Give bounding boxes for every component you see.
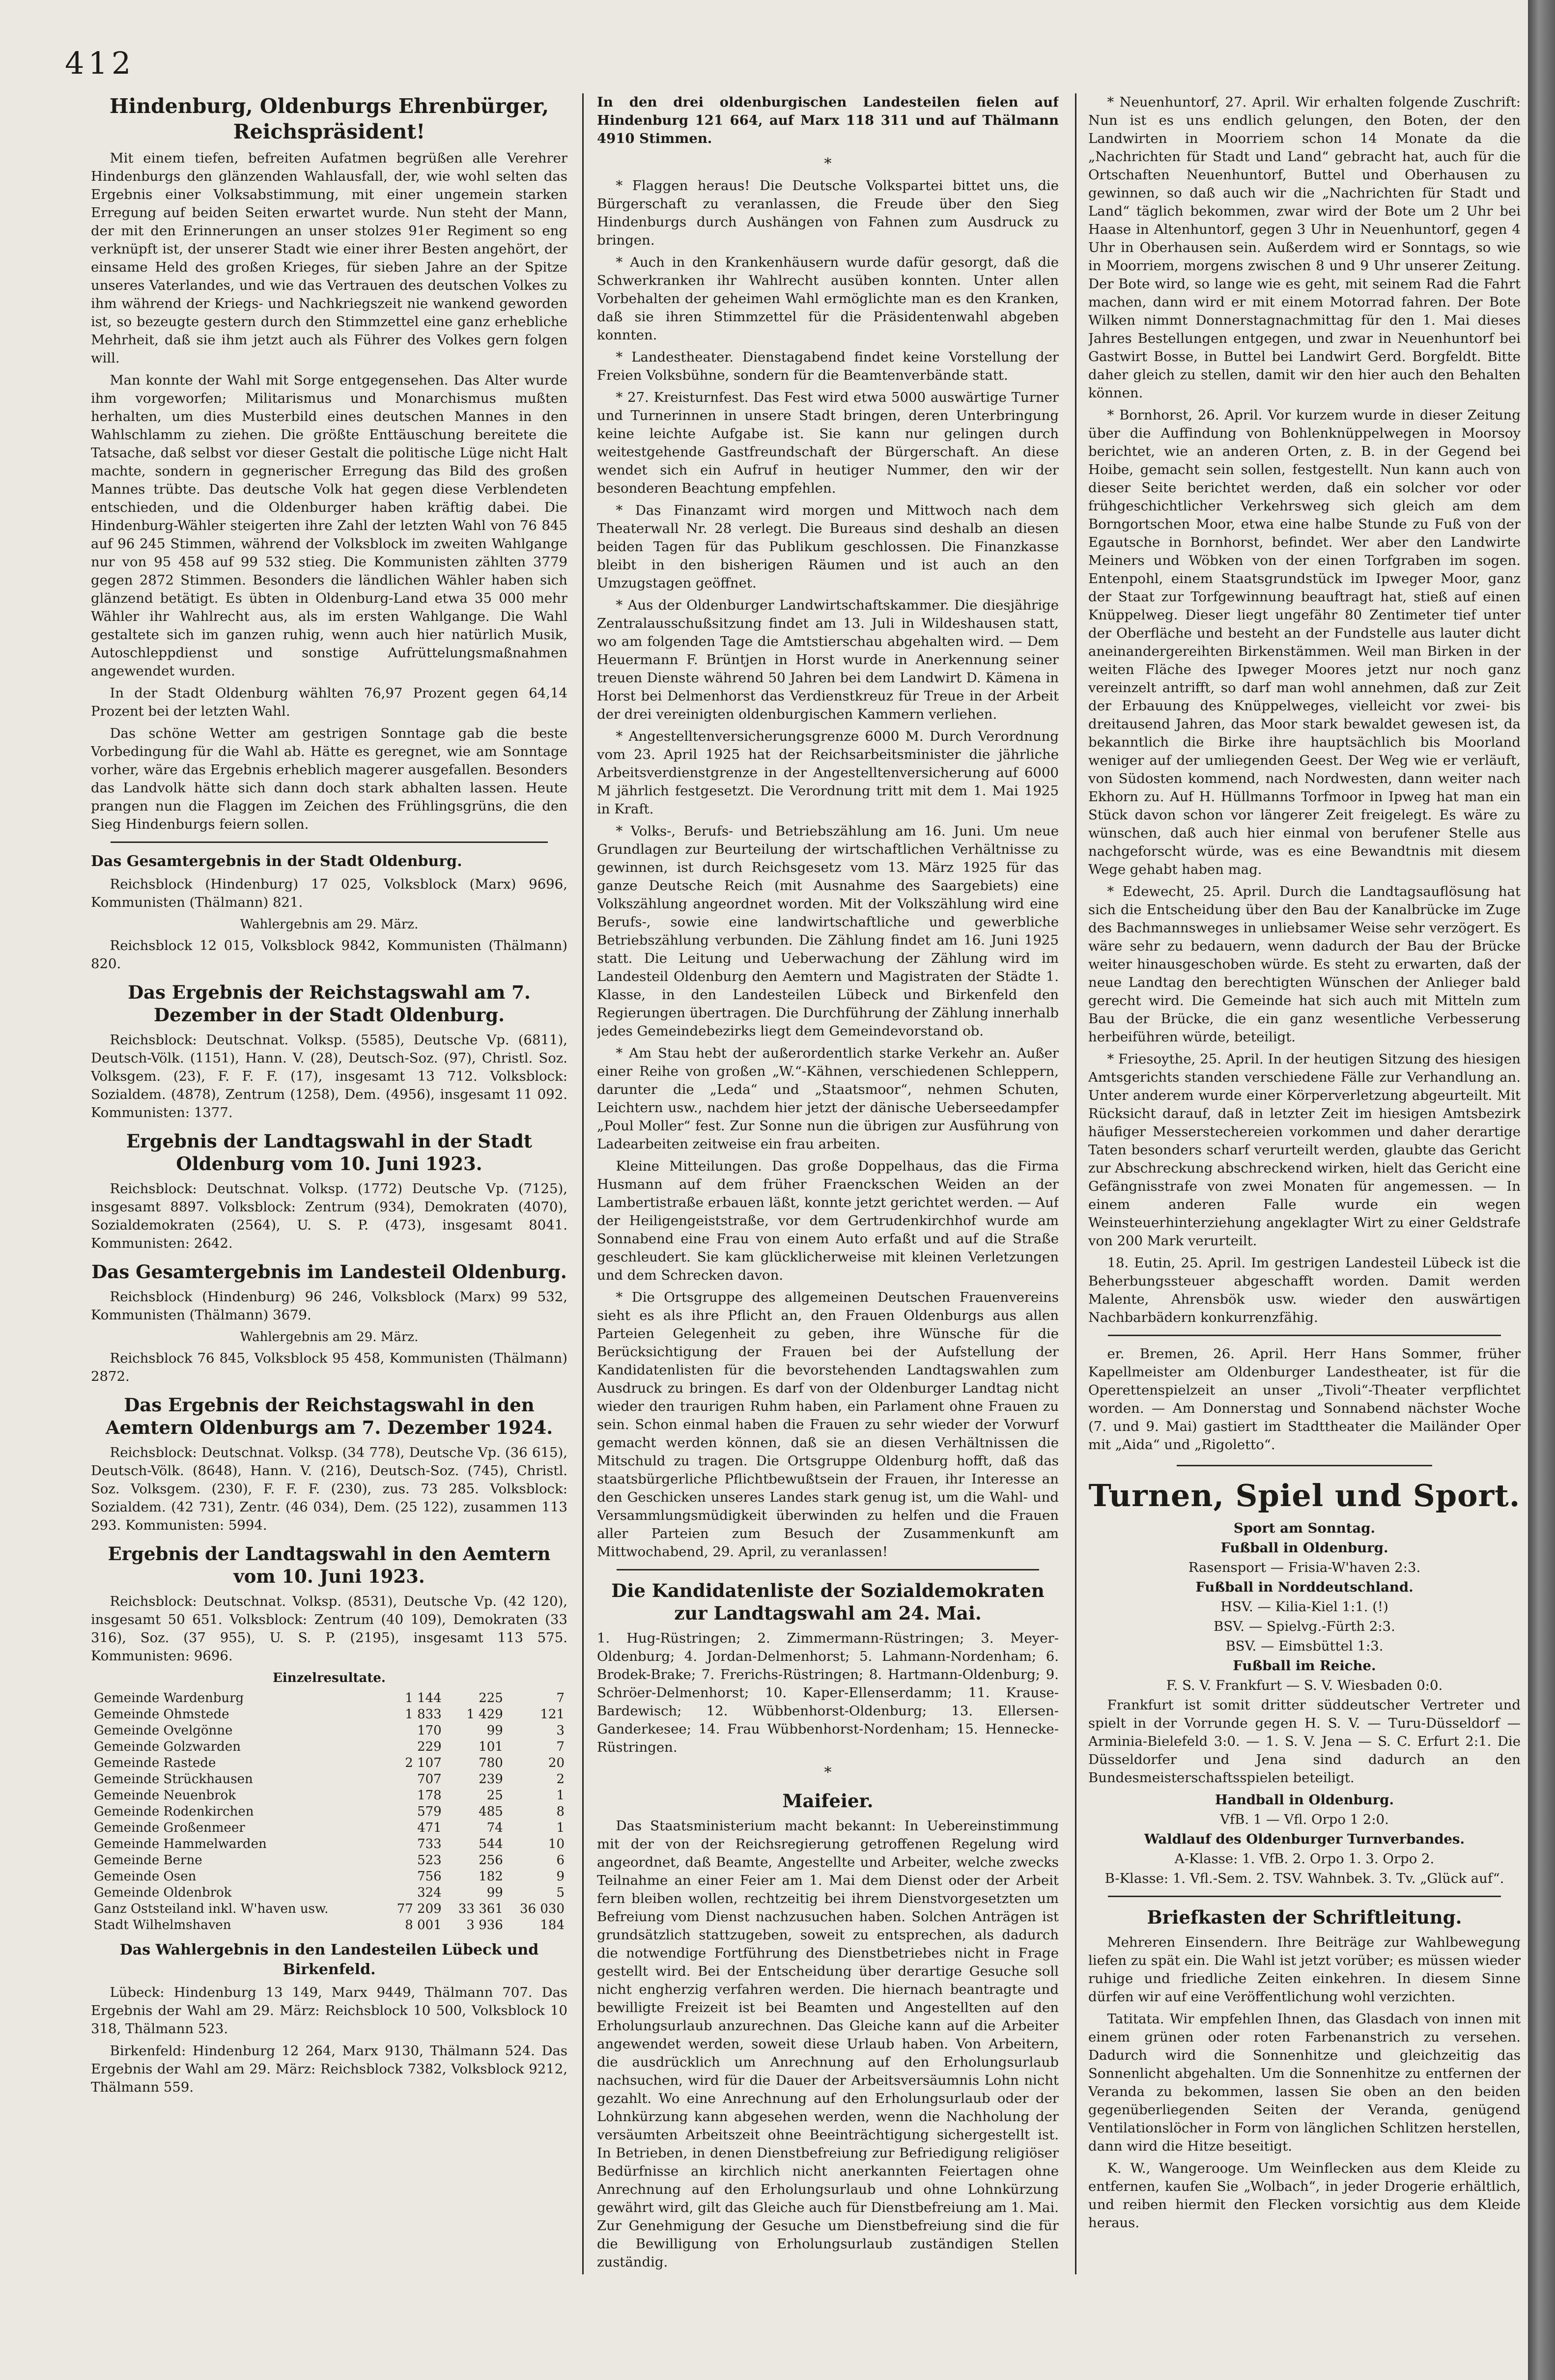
sport-subheading: Sport am Sonntag. [1233, 1520, 1376, 1536]
table-cell-value: 121 [540, 1707, 565, 1722]
article-paragraph: Das schöne Wetter am gestrigen Sonntage gab die beste Vorbedingung für die Wahl ab. Hätte es geregnet, wie am Sonntage vorher, wäre das Ergebnis erheblich magerer ausgefallen. Besonders das Landvolk hätte sich dann doch stark abhalten lassen. Heute prangen nun die Flaggen im Zeichen des Frühlingsgrüns, die den Sieg Hindenburgs feiern sollen. [91, 726, 567, 832]
table-row [91, 1820, 567, 1836]
handball-heading: Handball in Oldenburg. [1215, 1792, 1394, 1808]
sport-section [1088, 1519, 1521, 1695]
sport-text: Frankfurt ist somit dritter süddeutscher Vertreter und spielt in der Vorrunde gegen H. S. V. — Turu-Düsseldorf — Arminia-Bielefeld 3:0. — 1. S. V. Jena — S. C. Erfurt 2:1. Die Düsseldorfer und Jena sind dadurch an den Bundesmeisterschaftsspielen beteiligt. [1088, 1697, 1521, 1786]
table-cell-value: 10 [548, 1837, 565, 1851]
sport-line: BSV. — Eimsbüttel 1:3. [1225, 1638, 1384, 1654]
table-row [91, 1771, 567, 1788]
result-text: Lübeck: Hindenburg 13 149, Marx 9449, Thälmann 707. Das Ergebnis der Wahl am 29. März: Reichsblock 10 500, Volksblock 10 318, Thälmann 523. [91, 1985, 567, 2037]
table-row [91, 1755, 567, 1771]
table-cell-name: Gemeinde Hammelwarden [94, 1837, 267, 1851]
table-cell-value: 99 [486, 1885, 503, 1900]
table-cell-value: 74 [486, 1820, 503, 1835]
news-item: * 27. Kreisturnfest. Das Fest wird etwa 5000 auswärtige Turner und Turnerinnen in unsere Stadt bringen, deren Unterbringung keine leichte Aufgabe ist. Sie kann nur gelingen durch weitestgehende Gastfreundschaft der Bürgerschaft. An diese wendet sich ein Aufruf in heutiger Nummer, den wir der besonderen Beachtung empfehlen. [597, 390, 1059, 496]
subheading: Wahlergebnis am 29. März. [240, 1330, 419, 1344]
table-cell-value: 544 [479, 1837, 503, 1851]
result-text: Reichsblock: Deutschnat. Volksp. (8531), Deutsche Vp. (42 120), insgesamt 50 651. Volksblock: Zentrum (40 109), Demokraten (33 316), Soz. (37 955), U. S. P. (2195), insgesamt 113 575. Kommunisten: 9696. [91, 1594, 567, 1664]
news-item: 18. Eutin, 25. April. Im gestrigen Landesteil Lübeck ist die Beherbungssteuer abgeschafft worden. Damit werden Malente, Ahrensbök usw. wieder den auswärtigen Nachbarbädern konkurrenzfähig. [1088, 1255, 1521, 1325]
asterisk-separator: * [824, 155, 832, 172]
table-row [91, 1723, 567, 1739]
news-item: Kleine Mitteilungen. Das große Doppelhaus, das die Firma Husmann auf dem früher Fraenckschen Weiden an der Lambertistraße erbauen läßt, konnte jetzt gerichtet werden. — Auf der Heiligengeiststraße, vor dem Gertrudenkirchhof wurde am Sonnabend eine Frau von einem Auto erfaßt und auf die Straße geschleudert. Sie kam glücklicherweise mit kleinen Verletzungen und dem Schrecken davon. [597, 1158, 1059, 1283]
sport-results [1088, 1539, 1521, 1695]
subheading-einzel: Einzelresultate. [273, 1671, 386, 1685]
table-cell-value: 225 [479, 1691, 503, 1706]
table-cell-value: 229 [417, 1739, 442, 1754]
table-row [91, 1917, 567, 1933]
table-cell-value: 733 [417, 1837, 442, 1851]
news-item: er. Bremen, 26. April. Herr Hans Sommer, früher Kapellmeister am Oldenburger Landestheater, ist für die Operettenspielzeit an unser „Tivoli“-Theater verpflichtet worden. — Am Donnerstag und Sonnabend nächster Woche (7. und 9. Mai) gastiert im Stadttheater die Mailänder Oper mit „Aida“ und „Rigoletto“. [1088, 1346, 1521, 1453]
table-cell-name: Gemeinde Neuenbrok [94, 1788, 236, 1803]
table-cell-value: 471 [417, 1820, 442, 1835]
divider [617, 1569, 1039, 1570]
sport-line: Fußball im Reiche. [1233, 1658, 1376, 1674]
article-paragraph: In den drei oldenburgischen Landesteilen fielen auf Hindenburg 121 664, auf Marx 118 311 und auf Thälmann 4910 Stimmen. [597, 94, 1059, 146]
waldlauf-heading: Waldlauf des Oldenburger Turnverbandes. [1144, 1831, 1465, 1847]
column-1 [91, 93, 567, 2319]
result-text: Reichsblock: Deutschnat. Volksp. (1772) Deutsche Vp. (7125), insgesamt 8897. Volksblock: Zentrum (934), Demokraten (4070), Sozialdemokraten (2564), U. S. P. (473), insgesamt 8041. Kommunisten: 2642. [91, 1181, 567, 1251]
table-row [91, 1690, 567, 1707]
heading-landtag: Ergebnis der Landtagswahl in der Stadt Oldenburg vom 10. Juni 1923. [126, 1130, 532, 1175]
heading-aemter: Das Ergebnis der Reichstagswahl in den Aemtern Oldenburgs am 7. Dezember 1924. [105, 1394, 553, 1438]
table-row [91, 1885, 567, 1901]
divider [1108, 1335, 1501, 1336]
column-2 [597, 93, 1059, 2284]
news-item: * Edewecht, 25. April. Durch die Landtagsauflösung hat sich die Entscheidung über den Bau der Kanalbrücke im Zuge des Bachmannsweges in unliebsamer Weise sehr verzögert. Es wäre sehr zu bedauern, wenn dadurch der Bau der Brücke weiter hinausgeschoben würde. Es steht zu erwarten, daß der neue Landtag den berechtigten Wünschen der Anlieger bald gerecht wird. Die Gemeinde hat sich auch mit Mitteln zum Bau der Brücke, die ein ganz wesentliche Verbesserung herbeiführen würde, beteiligt. [1088, 884, 1521, 1045]
table-cell-value: 1 [556, 1820, 565, 1835]
news-item: * Am Stau hebt der außerordentlich starke Verkehr an. Außer einer Reihe von großen „W.“-Kähnen, verschiedenen Schleppern, darunter die „Leda“ und „Staatsmoor“, nehmen Schuten, Leichtern usw., nachdem hier jetzt der dänische Ueberseedampfer „Poul Moller“ fest. Zur Sonne nun die übrigen zur Ausführung von Ladearbeiten zeitweise ein frau arbeiten. [597, 1045, 1059, 1152]
news-item: * Neuenhuntorf, 27. April. Wir erhalten folgende Zuschrift: Nun ist es uns endlich gelungen, den Boten, der den Landwirten in Moorriem schon 14 Monate da die „Nachrichten für Stadt und Land“ gebracht hat, auch für die Ortschaften Neuenhuntorf, Buttel und Oberhausen zu gewinnen, so daß auch wir die „Nachrichten für Stadt und Land“ täglich bekommen, zwar wird der Bote um 2 Uhr bei Haase in Altenhuntorf, gegen 3 Uhr in Neuenhuntorf, gegen 4 Uhr in Oberhausen sein. Außerdem wird er Sonntags, so wie in Moorriem, morgens zwischen 8 und 9 Uhr unserer Zeitung. Der Bote wird, so lange wie es geht, mit seinem Rad die Fahrt machen, dann wird er mit einem Motorrad fahren. Der Bote Wilken nimmt Donnerstagnachmittag für den 1. Mai dieses Jahres Bestellungen entgegen, und zwar in Neuenhuntorf bei Gastwirt Bosse, in Buttel bei Landwirt Gerd. Borgfeldt. Bitte daher gleich zu stellen, damit wir den hier auch den Behalten können. [1088, 94, 1521, 401]
handball-section [1088, 1791, 1521, 1888]
table-cell-value: 178 [417, 1788, 442, 1803]
table-cell-value: 3 [556, 1723, 565, 1738]
subheading: Wahlergebnis am 29. März. [240, 917, 419, 932]
sport-line: Rasensport — Frisia-W'haven 2:3. [1188, 1560, 1421, 1575]
divider [1177, 1465, 1432, 1466]
table-cell-name: Gemeinde Ohmstede [94, 1707, 229, 1722]
heading-landtag-aemter: Ergebnis der Landtagswahl in den Aemtern vom 10. Juni 1923. [108, 1543, 551, 1587]
table-cell-value: 3 936 [466, 1918, 503, 1932]
table-cell-value: 9 [556, 1869, 565, 1884]
divider [111, 841, 548, 843]
table-cell-value: 5 [556, 1885, 565, 1900]
table-cell-value: 8 [556, 1804, 565, 1819]
heading-briefkasten: Briefkasten der Schriftleitung. [1147, 1906, 1462, 1928]
article-paragraph: In der Stadt Oldenburg wählten 76,97 Prozent gegen 64,14 Prozent bei der letzten Wahl. [91, 685, 567, 719]
news-item: * Friesoythe, 25. April. In der heutigen Sitzung des hiesigen Amtsgerichts standen verschiedene Fälle zur Verhandlung an. Unter anderem wurde einer Körperverletzung abgeurteilt. Mit Rücksicht darauf, daß in letzter Zeit im hiesigen Amtsbezirk häufiger Messerstechereien vorkommen und daher derartige Taten besonders scharf verurteilt werden, glaubte das Gericht zur Abschreckung abschreckend wirken, hielt das Gericht eine Gefängnisstrafe von zwei Monaten für angemessen. — In einem anderen Falle wurde ein wegen Weinsteuerhinterziehung angeklagter Wirt zu einer Geldstrafe von 200 Mark verurteilt. [1088, 1051, 1521, 1249]
sport-line: Fußball in Oldenburg. [1220, 1540, 1388, 1556]
table-cell-value: 99 [486, 1723, 503, 1738]
result-text: Reichsblock: Deutschnat. Volksp. (34 778), Deutsche Vp. (36 615), Deutsch-Völk. (8648), Hann. V. (216), Deutsch-Soz. (745), Christl. Soz. Volksgem. (230), F. F. F. (230), zus. 73 285. Volksblock: Sozialdem. (42 731), Zentr. (46 034), Dem. (25 122), zusammen 113 293. Kommunisten: 5994. [91, 1445, 567, 1533]
table-cell-value: 756 [417, 1869, 442, 1884]
table-cell-value: 256 [479, 1853, 503, 1868]
table-cell-value: 182 [479, 1869, 503, 1884]
table-cell-value: 579 [417, 1804, 442, 1819]
heading-landesteil: Das Gesamtergebnis im Landesteil Oldenburg. [91, 1261, 567, 1283]
results-table [91, 1690, 567, 1933]
handball-result: VfB. 1 — Vfl. Orpo 1 2:0. [1220, 1812, 1389, 1827]
table-cell-value: 77 209 [396, 1902, 442, 1916]
news-item: * Angestelltenversicherungsgrenze 6000 M. Durch Verordnung vom 23. April 1925 hat der Reichsarbeitsminister die jährliche Arbeitsverdienstgrenze in der Angestelltenversicherung auf 6000 M jährlich festgesetzt. Die Verordnung tritt mit dem 1. Mai 1925 in Kraft. [597, 728, 1059, 817]
table-cell-name: Gemeinde Strückhausen [94, 1772, 253, 1787]
table-cell-value: 25 [486, 1788, 503, 1803]
table-cell-value: 8 001 [405, 1918, 442, 1932]
letter-reply: Tatitata. Wir empfehlen Ihnen, das Glasdach von innen mit einem grünen oder roten Farbenanstrich zu versehen. Dadurch wird die Sonnenhitze und gleichzeitig das Sonnenlicht abgehalten. Um die Sonnenhitze zu entfernen der Veranda zu bekommen, lassen Sie oben an den beiden gegenüberliegenden Seiten der Veranda, genügend Ventilationslöcher in Form von länglichen Schlitzen herstellen, dann wird die Hitze beseitigt. [1088, 2011, 1521, 2154]
table-row [91, 1788, 567, 1804]
news-item: * Bornhorst, 26. April. Vor kurzem wurde in dieser Zeitung über die Auffindung von Bohlenknüppelwegen in Moorsoy berichtet, wie an anderen Orten, z. B. in der Gegend bei Hoibe, gemacht sein sollen, festgestellt. Nun kann auch von dieser Seite berichtet werden, daß ein solcher vor oder frühgeschichtlicher Verkehrsweg sich gleich am dem Borngortschen Moor, etwa eine halbe Stunde zu Fuß von der Egautsche in Bornhorst, befindet. Wer aber den Landwirte Meiners und Wöbken von der einen Torfgraben im sogen. Entenpohl, einem Staatsgrundstück im Ipweger Moor, ganz der Staat zur Torfgewinnung beauftragt hat, stieß auf einen Knüppelweg. Dieser liegt ungefähr 80 Zentimeter tief unter der Oberfläche und besteht an der Fundstelle aus lauter dicht aneinandergereihten Birkenstämmen. Weil man Birken in der weiten Fläche des Ipweger Moores jetzt nur noch ganz vereinzelt antrifft, so darf man wohl annehmen, daß zur Zeit der Erbauung des Knüppelweges, vielleicht vor zwei- bis dreitausend Jahren, das Moor stark bewaldet gewesen ist, da bekanntlich die Birke ihre hauptsächlich bis Moorland weniger auf der umliegenden Geest. Der Weg wie er verläuft, von Südosten kommend, nach Nordwesten, dann weiter nach Ekhorn zu. Auf H. Hüllmanns Torfmoor in Ipweg hat man ein Stück davon schon vor längerer Zeit freigelegt. Es wäre zu wünschen, daß auch hier einmal von berufener Stelle aus nachgeforscht würde, was es eine Bewandtnis mit diesem Wege gehabt haben mag. [1088, 407, 1521, 877]
page-number: 412 [65, 45, 135, 81]
heading-dezember: Das Ergebnis der Reichstagswahl am 7. Dezember in der Stadt Oldenburg. [128, 981, 531, 1026]
table-cell-value: 6 [556, 1853, 565, 1868]
article-paragraph: Man konnte der Wahl mit Sorge entgegensehen. Das Alter wurde ihm vorgeworfen; Militarismus und Monarchismus mußten herhalten, um dies Musterbild eines deutschen Mannes in den Wahlschlamm zu ziehen. Die größte Enttäuschung bereitete die Tatsache, daß selbst vor dieser Gestalt die politische Lüge nicht Halt machte, sondern in gegnerischer Erregung das Bild des großen Mannes trübte. Das deutsche Volk hat gegen diese Verblendeten entschieden, und die Oldenburger haben kräftig dabei. Die Hindenburg-Wähler steigerten ihre Zahl der letzten Wahl von 76 845 auf 96 245 Stimmen, während der Volksblock im zweiten Wahlgange nur von 95 458 auf 99 532 stieg. Die Kommunisten zählten 3779 gegen 2872 Stimmen. Besonders die ländlichen Wähler haben sich glänzend betätigt. Es übten in Oldenburg-Land etwa 35 000 mehr Wähler ihr Wahlrecht aus, als im ersten Wahlgange. Die Wahl gestaltete sich im ganzen ruhig, wenn auch hier natürlich Musik, Autoschleppdienst und sonstige Aufrüttelungsmaßnahmen angewendet wurden. [91, 372, 567, 679]
news-item: * Aus der Oldenburger Landwirtschaftskammer. Die diesjährige Zentralausschußsitzung findet am 13. Juli in Wildeshausen statt, wo am folgenden Tage die Amtstierschau abgehalten wird. — Dem Heuermann F. Brüntjen in Horst wurde in Anerkennung seiner treuen Dienste während 50 Jahren bei dem Landwirt D. Kämena in Horst bei Delmenhorst das Verdienstkreuz für Treue in der Arbeit der drei vereinigten oldenburgischen Kammern verliehen. [597, 597, 1059, 722]
headline-hindenburg: Hindenburg, Oldenburgs Ehrenbürger, Reichspräsident! [109, 94, 549, 143]
page-edge [1528, 0, 1555, 2380]
table-cell-value: 239 [479, 1772, 503, 1787]
news-item: * Die Ortsgruppe des allgemeinen Deutschen Frauenvereins sieht es als ihre Pflicht an, den Frauen Oldenburgs aus allen Parteien Gelegenheit zu geben, ihre Wünsche für die Berücksichtigung der Frauen bei der Aufstellung der Kandidatenlisten für die bevorstehenden Landtagswahlen zum Ausdruck zu bringen. Es darf von der Oldenburger Landtag nicht wieder den traurigen Ruhm haben, ein Parlament ohne Frauen zu sein. Schon einmal haben die Frauen zu sehr wieder der Vorwurf gemacht werden können, daß sie an diesen Verhältnissen die Mitschuld zu tragen. Die Ortsgruppe Oldenburg hofft, daß das staatsbürgerliche Pflichtbewußtsein der Frauen, ihr Interesse an den Geschicken unseres Landes stark genug ist, um die Wahl- und Versammlungsmüdigkeit überwinden zu helfen und die Frauen aller Parteien zum Besuch der Zusammenkunft am Mittwochabend, 29. April, zu veranlassen! [597, 1289, 1059, 1560]
divider [1108, 1896, 1501, 1897]
heading-kandidatenliste: Die Kandidatenliste der Sozialdemokraten zur Landtagswahl am 24. Mai. [611, 1580, 1045, 1624]
heading-luebeck: Das Wahlergebnis in den Landesteilen Lübeck und Birkenfeld. [119, 1941, 539, 1978]
table-cell-value: 485 [479, 1804, 503, 1819]
table-cell-value: 707 [417, 1772, 442, 1787]
table-row [91, 1869, 567, 1885]
heading-maifeier: Maifeier. [782, 1790, 874, 1812]
table-cell-value: 20 [548, 1756, 565, 1770]
table-cell-value: 2 [556, 1772, 565, 1787]
letter-reply: K. W., Wangerooge. Um Weinflecken aus dem Kleide zu entfernen, kaufen Sie „Wolbach“, in jeder Drogerie erhältlich, und reiben hiermit den Flecken vorsichtig aus dem Kleide heraus. [1088, 2160, 1521, 2231]
table-cell-value: 1 [556, 1788, 565, 1803]
news-item: * Das Finanzamt wird morgen und Mittwoch nach dem Theaterwall Nr. 28 verlegt. Die Bureaus sind deshalb an diesen beiden Tagen für das Publikum geschlossen. Die Finanzkasse bleibt in den bisherigen Räumen und ist auch an den Umzugstagen geöffnet. [597, 503, 1059, 591]
table-cell-value: 170 [417, 1723, 442, 1738]
news-item: * Auch in den Krankenhäusern wurde dafür gesorgt, daß die Schwerkranken ihr Wahlrecht ausüben konnten. Unter allen Vorbehalten der geheimen Wahl ermöglichte man es den Kranken, daß sie ihren Stimmzettel für die Präsidentenwahl abgeben konnten. [597, 254, 1059, 343]
table-cell-name: Gemeinde Berne [94, 1853, 202, 1868]
table-cell-value: 101 [479, 1739, 503, 1754]
result-text: Reichsblock: Deutschnat. Volksp. (5585), Deutsche Vp. (6811), Deutsch-Völk. (1151), Hann. V. (28), Deutsch-Soz. (97), Christl. Soz. Volksgem. (23), F. F. F. (17), insgesamt 13 712. Volksblock: Sozialdem. (4878), Zentrum (1258), Dem. (4956), insgesamt 11 092. Kommunisten: 1377. [91, 1032, 567, 1120]
table-cell-name: Gemeinde Wardenburg [94, 1691, 244, 1706]
table-row [91, 1739, 567, 1755]
table-cell-value: 1 429 [466, 1707, 503, 1722]
table-cell-value: 2 107 [405, 1756, 442, 1770]
table-cell-name: Gemeinde Ovelgönne [94, 1723, 233, 1738]
letter-reply: Mehreren Einsendern. Ihre Beiträge zur Wahlbewegung liefen zu spät ein. Die Wahl ist jetzt vorüber; es müssen wieder ruhige und friedliche Zeiten einkehren. In diesem Sinne dürfen wir auf eine Veröffentlichung wohl verzichten. [1088, 1934, 1521, 2005]
table-row [91, 1901, 567, 1917]
heading-stadt: Das Gesamtergebnis in der Stadt Oldenburg. [91, 853, 462, 870]
table-row [91, 1707, 567, 1723]
table-cell-value: 1 144 [405, 1691, 442, 1706]
table-row [91, 1836, 567, 1852]
column-rule [582, 93, 584, 2274]
news-item: * Volks-, Berufs- und Betriebszählung am 16. Juni. Um neue Grundlagen zur Beurteilung der wirtschaftlichen Verhältnisse zu gewinnen, ist durch Reichsgesetz vom 13. März 1925 für das ganze Deutsche Reich (mit Ausnahme des Saargebiets) eine Volkszählung angeordnet worden. Mit der Volkszählung wird eine Berufs-, sowie eine landwirtschaftliche und gewerbliche Betriebszählung verbunden. Die Zählung findet am 16. Juni 1925 statt. Die Leitung und Ueberwachung der Zählung wird im Landesteil Oldenburg den Aemtern und Magistraten der Städte 1. Klasse, in den Landesteilen Lübeck und Birkenfeld den Regierungen übertragen. Die Durchführung der Zählung innerhalb jedes Gemeindebezirks liegt dem Gemeindevorstand ob. [597, 823, 1059, 1039]
heading-sport: Turnen, Spiel und Sport. [1088, 1478, 1521, 1513]
table-cell-value: 780 [479, 1756, 503, 1770]
sport-line: BSV. — Spielvg.-Fürth 2:3. [1214, 1619, 1395, 1634]
candidate-list: 1. Hug-Rüstringen; 2. Zimmermann-Rüstringen; 3. Meyer-Oldenburg; 4. Jordan-Delmenhorst; 5. Lahmann-Nordenham; 6. Brodek-Brake; 7. Frerichs-Rüstringen; 8. Hartmann-Oldenburg; 9. Schröer-Delmenhorst; 10. Kaper-Ellenserdamm; 11. Krause-Bardewisch; 12. Wübbenhorst-Oldenburg; 13. Ellersen-Ganderkesee; 14. Frau Wübbenhorst-Nordenham; 15. Hennecke-Rüstringen. [597, 1630, 1059, 1755]
table-row [91, 1804, 567, 1820]
table-row [91, 1852, 567, 1869]
table-cell-name: Ganz Oststeiland inkl. W'haven usw. [94, 1902, 329, 1916]
column-rule [1075, 93, 1076, 2274]
article-paragraph: Das Staatsministerium macht bekannt: In Uebereinstimmung mit der von der Reichsregierung getroffenen Regelung wird angeordnet, daß Beamte, Angestellte und Arbeiter, welche zwecks Teilnahme an einer Feier am 1. Mai dem Dienst oder der Arbeit fern bleiben wollen, rechtzeitig bei ihrem Dienstvorgesetzten um Befreiung vom Dienst nachzusuchen haben. Solchen Anträgen ist grundsätzlich stattzugeben, soweit zu entsprechen, als dadurch die notwendige Fortführung des Dienstbetriebes nicht in Frage gestellt wird. Bei der Entscheidung über derartige Gesuche soll nicht engherzig verfahren werden. Die hiernach beantragte und bewilligte Freizeit ist bei Beamten und Angestellten auf den Erholungsurlaub anzurechnen. Das Gleiche kann auf die Arbeiter angewendet werden, soweit diese Urlaub haben. Von Arbeitern, die ausdrücklich um Anrechnung auf den Erholungsurlaub nachsuchen, wird für die Dauer der Arbeitsversäumnis Lohn nicht gezahlt. Wo eine Anrechnung auf den Erholungsurlaub oder der Lohnkürzung kann abgesehen werden, wenn die Nachholung der versäumten Arbeitszeit ohne Beeinträchtigung sichergestellt ist. In Betrieben, in denen Dienstbefreiung zur Befriedigung religiöser Bedürfnisse an kirchlich nicht anerkannten Feiertagen ohne Anrechnung auf den Erholungsurlaub und ohne Lohnkürzung gewährt wird, gilt das Gleiche auch für Dienstbefreiung am 1. Mai. Zur Genehmigung der Gesuche um Dienstbefreiung sind die für die Bewilligung von Erholungsurlaub zuständigen Stellen zuständig. [597, 1818, 1059, 2270]
table-cell-value: 7 [556, 1691, 565, 1706]
result-text: Reichsblock 76 845, Volksblock 95 458, Kommunisten (Thälmann) 2872. [91, 1350, 567, 1384]
table-cell-name: Gemeinde Osen [94, 1869, 197, 1884]
sport-line: HSV. — Kilia-Kiel 1:1. (!) [1220, 1599, 1388, 1615]
news-item: * Flaggen heraus! Die Deutsche Volkspartei bittet uns, die Bürgerschaft zu veranlassen, die Freude über den Sieg Hindenburgs durch Aushängen von Fahnen zum Ausdruck zu bringen. [597, 178, 1059, 248]
column-3 [1088, 93, 1521, 2319]
asterisk-separator: * [824, 1764, 832, 1781]
table-cell-value: 184 [540, 1918, 565, 1932]
result-text: Reichsblock (Hindenburg) 96 246, Volksblock (Marx) 99 532, Kommunisten (Thälmann) 3679. [91, 1289, 567, 1323]
table-cell-value: 36 030 [520, 1902, 565, 1916]
sport-line: Fußball in Norddeutschland. [1195, 1579, 1414, 1595]
waldlauf-b: B-Klasse: 1. Vfl.-Sem. 2. TSV. Wahnbek. 3. Tv. „Glück auf“. [1104, 1871, 1504, 1886]
article-paragraph: Mit einem tiefen, befreiten Aufatmen begrüßen alle Verehrer Hindenburgs den glänzenden Wahlausfall, der, wie wohl selten das Ergebnis einer Volksabstimmung, mit einer ungemein starken Erregung auf beiden Seiten erwartet wurde. Nun steht der Mann, der mit den Erinnerungen an unser stolzes 91er Regiment so eng verknüpft ist, der unserer Stadt wie einer ihrer Besten angehört, der einsame Held des großen Krieges, für sieben Jahre an der Spitze unseres Vaterlandes, und wie das Vertrauen des deutschen Volkes zu ihm während der Kriegs- und Nachkriegszeit nie wankend geworden ist, so bezeugte gestern durch den Stimmzettel eine ganz erhebliche Mehrheit, daß sie ihm jetzt auch als Führer des Volkes gern folgen will. [91, 150, 567, 366]
table-cell-value: 523 [417, 1853, 442, 1868]
waldlauf-a: A-Klasse: 1. VfB. 2. Orpo 1. 3. Orpo 2. [1174, 1851, 1435, 1867]
table-cell-name: Gemeinde Golzwarden [94, 1739, 241, 1754]
table-cell-value: 33 361 [458, 1902, 503, 1916]
result-text: Reichsblock 12 015, Volksblock 9842, Kommunisten (Thälmann) 820. [91, 938, 567, 972]
result-text: Birkenfeld: Hindenburg 12 264, Marx 9130, Thälmann 524. Das Ergebnis der Wahl am 29. März: Reichsblock 7382, Volksblock 9212, Thälmann 559. [91, 2043, 567, 2095]
table-cell-name: Gemeinde Oldenbrok [94, 1885, 232, 1900]
table-cell-value: 324 [417, 1885, 442, 1900]
table-cell-name: Gemeinde Rodenkirchen [94, 1804, 254, 1819]
sport-line: F. S. V. Frankfurt — S. V. Wiesbaden 0:0. [1166, 1678, 1443, 1693]
news-item: * Landestheater. Dienstagabend findet keine Vorstellung der Freien Volksbühne, sondern für die Beamtenverbände statt. [597, 349, 1059, 383]
table-cell-value: 1 833 [405, 1707, 442, 1722]
table-cell-value: 7 [556, 1739, 565, 1754]
table-cell-name: Gemeinde Großenmeer [94, 1820, 245, 1835]
table-cell-name: Gemeinde Rastede [94, 1756, 216, 1770]
result-text: Reichsblock (Hindenburg) 17 025, Volksblock (Marx) 9696, Kommunisten (Thälmann) 821. [91, 876, 567, 910]
table-cell-name: Stadt Wilhelmshaven [94, 1918, 231, 1932]
